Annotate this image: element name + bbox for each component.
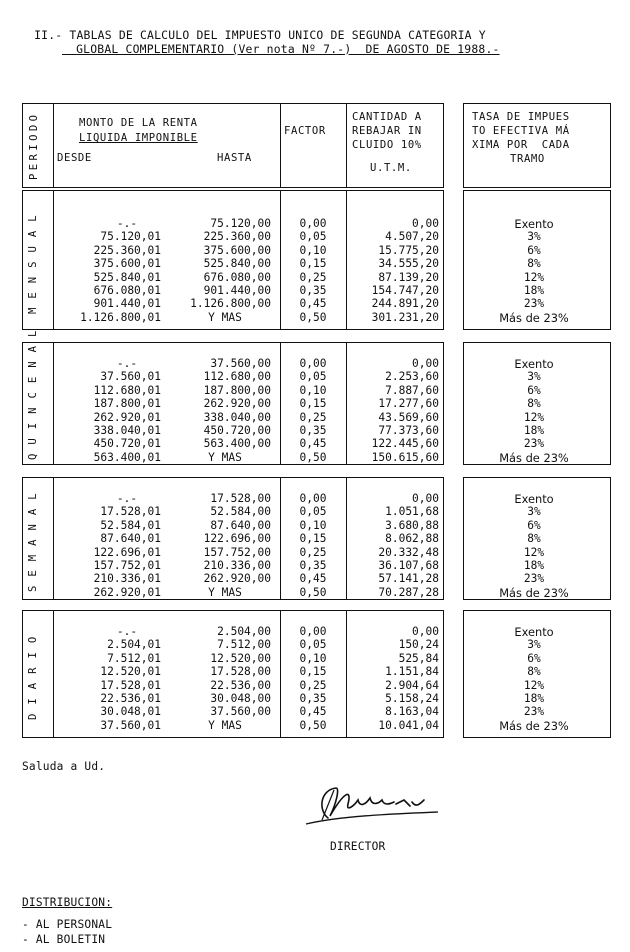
cell-rebaja: 0,00 [412,492,439,505]
cell-rebaja: 43.569,60 [378,410,439,424]
section-table-quincenal [22,321,444,465]
cell-rebaja: 70.287,28 [378,585,439,599]
cell-factor: 0,10 [299,651,327,665]
cell-tasa: 18% [523,284,545,297]
cell-factor: 0,00 [299,217,327,230]
cell-rebaja: 77.373,60 [378,424,439,437]
cell-hasta: Y MAS [208,585,242,599]
cell-hasta: 262.920,00 [203,397,271,411]
cell-tasa: 6% [527,651,541,665]
cell-hasta: 37.560,00 [210,705,271,719]
cell-factor: 0,25 [299,545,327,559]
cell-hasta: 375.600,00 [203,243,271,257]
cell-tasa: 8% [527,397,541,411]
cell-tasa: Exento [514,625,554,639]
cell-hasta: 563.400,00 [203,437,271,451]
cell-factor: 0,10 [299,518,327,532]
cell-desde: 7.512,01 [107,651,161,665]
cell-factor: 0,00 [299,357,327,370]
cell-tasa: 8% [527,257,541,271]
cell-hasta: 7.512,00 [217,638,271,652]
section-tasa-mensual [463,190,611,330]
cell-rebaja: 17.277,60 [378,397,439,411]
cell-tasa: 18% [523,424,545,437]
header-utm: U.T.M. [370,162,412,174]
cell-hasta: 22.536,00 [210,678,271,692]
table-header-tasa [463,103,611,188]
cell-tasa: 23% [523,572,545,586]
cell-hasta: Y MAS [208,310,242,324]
cell-hasta: 17.528,00 [210,492,271,505]
cell-tasa: 8% [527,532,541,546]
cell-rebaja: 0,00 [412,217,439,230]
cell-rebaja: 36.107,68 [378,559,439,572]
closing-saluda: Saluda a Ud. [22,760,106,773]
cell-factor: 0,15 [299,397,327,411]
cell-rebaja: 150.615,60 [371,450,439,464]
cell-rebaja: 154.747,20 [371,284,439,297]
cell-factor: 0,45 [299,705,327,719]
cell-hasta: 37.560,00 [210,357,271,370]
cell-tasa: Exento [514,217,554,231]
section-label: MENSUAL [27,206,39,314]
cell-desde: -.- [116,625,138,638]
cell-factor: 0,15 [299,665,327,679]
cell-hasta: 30.048,00 [210,692,271,705]
closing-director: DIRECTOR [330,840,386,853]
cell-factor: 0,50 [299,718,327,732]
cell-hasta: 525.840,00 [203,257,271,271]
cell-desde: 563.400,01 [93,450,161,464]
table-header-main [22,103,444,188]
cell-rebaja: 2.253,60 [385,370,439,384]
cell-tasa: 6% [527,383,541,397]
cell-rebaja: 1.151,84 [385,665,439,679]
cell-factor: 0,25 [299,410,327,424]
header-tasa-line4: TRAMO [510,153,545,165]
section-label: SEMANAL [27,484,39,593]
header-cantidad-line2: REBAJAR IN [352,125,422,137]
distribution-item: - AL PERSONAL [22,918,113,931]
cell-rebaja: 34.555,20 [378,257,439,271]
cell-tasa: Exento [514,357,554,371]
cell-hasta: 225.360,00 [203,230,271,244]
cell-factor: 0,15 [299,532,327,546]
cell-hasta: 75.120,00 [210,217,271,230]
cell-desde: 112.680,01 [93,383,161,397]
cell-tasa: 12% [523,270,545,284]
cell-desde: 37.560,01 [100,370,161,384]
cell-desde: 122.696,01 [93,545,161,559]
cell-rebaja: 525,84 [398,651,439,665]
header-hasta: HASTA [217,152,252,164]
cell-hasta: 17.528,00 [210,665,271,679]
cell-hasta: 450.720,00 [203,424,271,437]
header-monto-line1: MONTO DE LA RENTA [79,117,198,129]
cell-tasa: 23% [523,437,545,451]
header-tasa-line3: XIMA POR CADA [472,139,570,151]
cell-rebaja: 15.775,20 [378,243,439,257]
header-cantidad-line3: CLUIDO 10% [352,139,422,151]
cell-hasta: 187.800,00 [203,383,271,397]
cell-tasa: 3% [527,505,541,519]
cell-tasa: 12% [523,678,545,692]
header-monto-line2: LIQUIDA IMPONIBLE [79,132,198,144]
cell-hasta: 901.440,00 [203,284,271,297]
cell-factor: 0,35 [299,284,327,297]
cell-desde: -.- [116,217,138,230]
cell-rebaja: 0,00 [412,625,439,638]
cell-factor: 0,05 [299,505,327,519]
cell-factor: 0,25 [299,678,327,692]
section-label: DIARIO [27,627,39,721]
cell-desde: 450.720,01 [93,437,161,451]
cell-factor: 0,25 [299,270,327,284]
cell-desde: 901.440,01 [93,297,161,311]
cell-hasta: Y MAS [208,718,242,732]
cell-desde: 12.520,01 [100,665,161,679]
cell-desde: 75.120,01 [100,230,161,244]
cell-desde: -.- [116,357,138,370]
cell-desde: 676.080,01 [93,284,161,297]
cell-hasta: 112.680,00 [203,370,271,384]
cell-hasta: 676.080,00 [203,270,271,284]
cell-desde: 1.126.800,01 [80,310,161,324]
cell-rebaja: 20.332,48 [378,545,439,559]
cell-desde: 525.840,01 [93,270,161,284]
cell-desde: 17.528,01 [100,678,161,692]
cell-tasa: 18% [523,692,545,705]
cell-desde: 22.536,01 [100,692,161,705]
cell-rebaja: 150,24 [398,638,439,652]
cell-hasta: 210.336,00 [203,559,271,572]
cell-tasa: 23% [523,297,545,311]
cell-rebaja: 5.158,24 [385,692,439,705]
section-table-diario [22,610,444,738]
cell-factor: 0,35 [299,692,327,705]
cell-desde: 187.800,01 [93,397,161,411]
cell-tasa: 6% [527,243,541,257]
cell-hasta: 262.920,00 [203,572,271,586]
header-tasa-line1: TASA DE IMPUES [472,111,570,123]
cell-rebaja: 4.507,20 [385,230,439,244]
cell-factor: 0,00 [299,492,327,505]
cell-rebaja: 87.139,20 [378,270,439,284]
section-label: QUINCENAL [27,321,39,460]
cell-factor: 0,45 [299,297,327,311]
cell-rebaja: 57.141,28 [378,572,439,586]
cell-desde: 30.048,01 [100,705,161,719]
cell-hasta: 122.696,00 [203,532,271,546]
cell-hasta: 338.040,00 [203,410,271,424]
cell-tasa: Exento [514,492,554,506]
cell-factor: 0,05 [299,638,327,652]
cell-desde: 157.752,01 [93,559,161,572]
cell-factor: 0,35 [299,424,327,437]
cell-hasta: 52.584,00 [210,505,271,519]
distribution-item: - AL BOLETIN [22,933,106,946]
cell-rebaja: 10.041,04 [378,718,439,732]
cell-factor: 0,05 [299,370,327,384]
cell-factor: 0,35 [299,559,327,572]
cell-desde: 87.640,01 [100,532,161,546]
distribution-title: DISTRIBUCION: [22,896,113,909]
section-table-mensual [22,190,444,330]
cell-factor: 0,15 [299,257,327,271]
cell-desde: 52.584,01 [100,518,161,532]
cell-factor: 0,10 [299,243,327,257]
cell-tasa: 23% [523,705,545,719]
cell-factor: 0,50 [299,310,327,324]
section-tasa-diario [463,610,611,738]
cell-tasa: 8% [527,665,541,679]
cell-factor: 0,00 [299,625,327,638]
cell-rebaja: 244.891,20 [371,297,439,311]
cell-desde: 210.336,01 [93,572,161,586]
cell-tasa: Más de 23% [499,718,569,733]
cell-desde: 375.600,01 [93,257,161,271]
cell-tasa: 3% [527,370,541,384]
cell-desde: 338.040,01 [93,424,161,437]
cell-desde: -.- [116,492,138,505]
cell-rebaja: 3.680,88 [385,518,439,532]
cell-tasa: 3% [527,230,541,244]
document-title-line1: II.- TABLAS DE CALCULO DEL IMPUESTO UNICO DE SEGUNDA CATEGORIA Y [34,28,486,42]
cell-tasa: 12% [523,410,545,424]
cell-tasa: 3% [527,638,541,652]
header-periodo: PERIODO [28,111,40,180]
cell-factor: 0,05 [299,230,327,244]
cell-rebaja: 122.445,60 [371,437,439,451]
cell-hasta: 87.640,00 [210,518,271,532]
document-title-line2: GLOBAL COMPLEMENTARIO (Ver nota Nº 7.-) DE AGOSTO DE 1988.- [76,42,500,56]
cell-tasa: 12% [523,545,545,559]
cell-factor: 0,45 [299,572,327,586]
cell-hasta: 2.504,00 [217,625,271,638]
cell-rebaja: 8.062,88 [385,532,439,546]
cell-rebaja: 8.163,04 [385,705,439,719]
header-cantidad-line1: CANTIDAD A [352,111,422,123]
cell-desde: 2.504,01 [107,638,161,652]
cell-desde: 262.920,01 [93,410,161,424]
header-factor: FACTOR [284,125,326,137]
header-tasa-line2: TO EFECTIVA MÁ [472,125,570,137]
cell-hasta: 1.126.800,00 [190,297,271,311]
cell-desde: 37.560,01 [100,718,161,732]
cell-tasa: 6% [527,518,541,532]
cell-rebaja: 301.231,20 [371,310,439,324]
cell-hasta: Y MAS [208,450,242,464]
signature-image [300,782,440,832]
cell-rebaja: 7.887,60 [385,383,439,397]
cell-factor: 0,45 [299,437,327,451]
cell-hasta: 157.752,00 [203,545,271,559]
cell-tasa: Más de 23% [499,450,569,465]
cell-rebaja: 1.051,68 [385,505,439,519]
cell-desde: 225.360,01 [93,243,161,257]
cell-desde: 262.920,01 [93,585,161,599]
cell-rebaja: 0,00 [412,357,439,370]
cell-factor: 0,50 [299,450,327,464]
cell-factor: 0,50 [299,585,327,599]
cell-factor: 0,10 [299,383,327,397]
cell-tasa: Más de 23% [499,310,569,325]
cell-hasta: 12.520,00 [210,651,271,665]
cell-tasa: 18% [523,559,545,572]
header-desde: DESDE [57,152,92,164]
section-tasa-quincenal [463,342,611,465]
cell-desde: 17.528,01 [100,505,161,519]
cell-tasa: Más de 23% [499,585,569,600]
section-table-semanal [22,477,444,600]
section-tasa-semanal [463,477,611,600]
cell-rebaja: 2.904,64 [385,678,439,692]
